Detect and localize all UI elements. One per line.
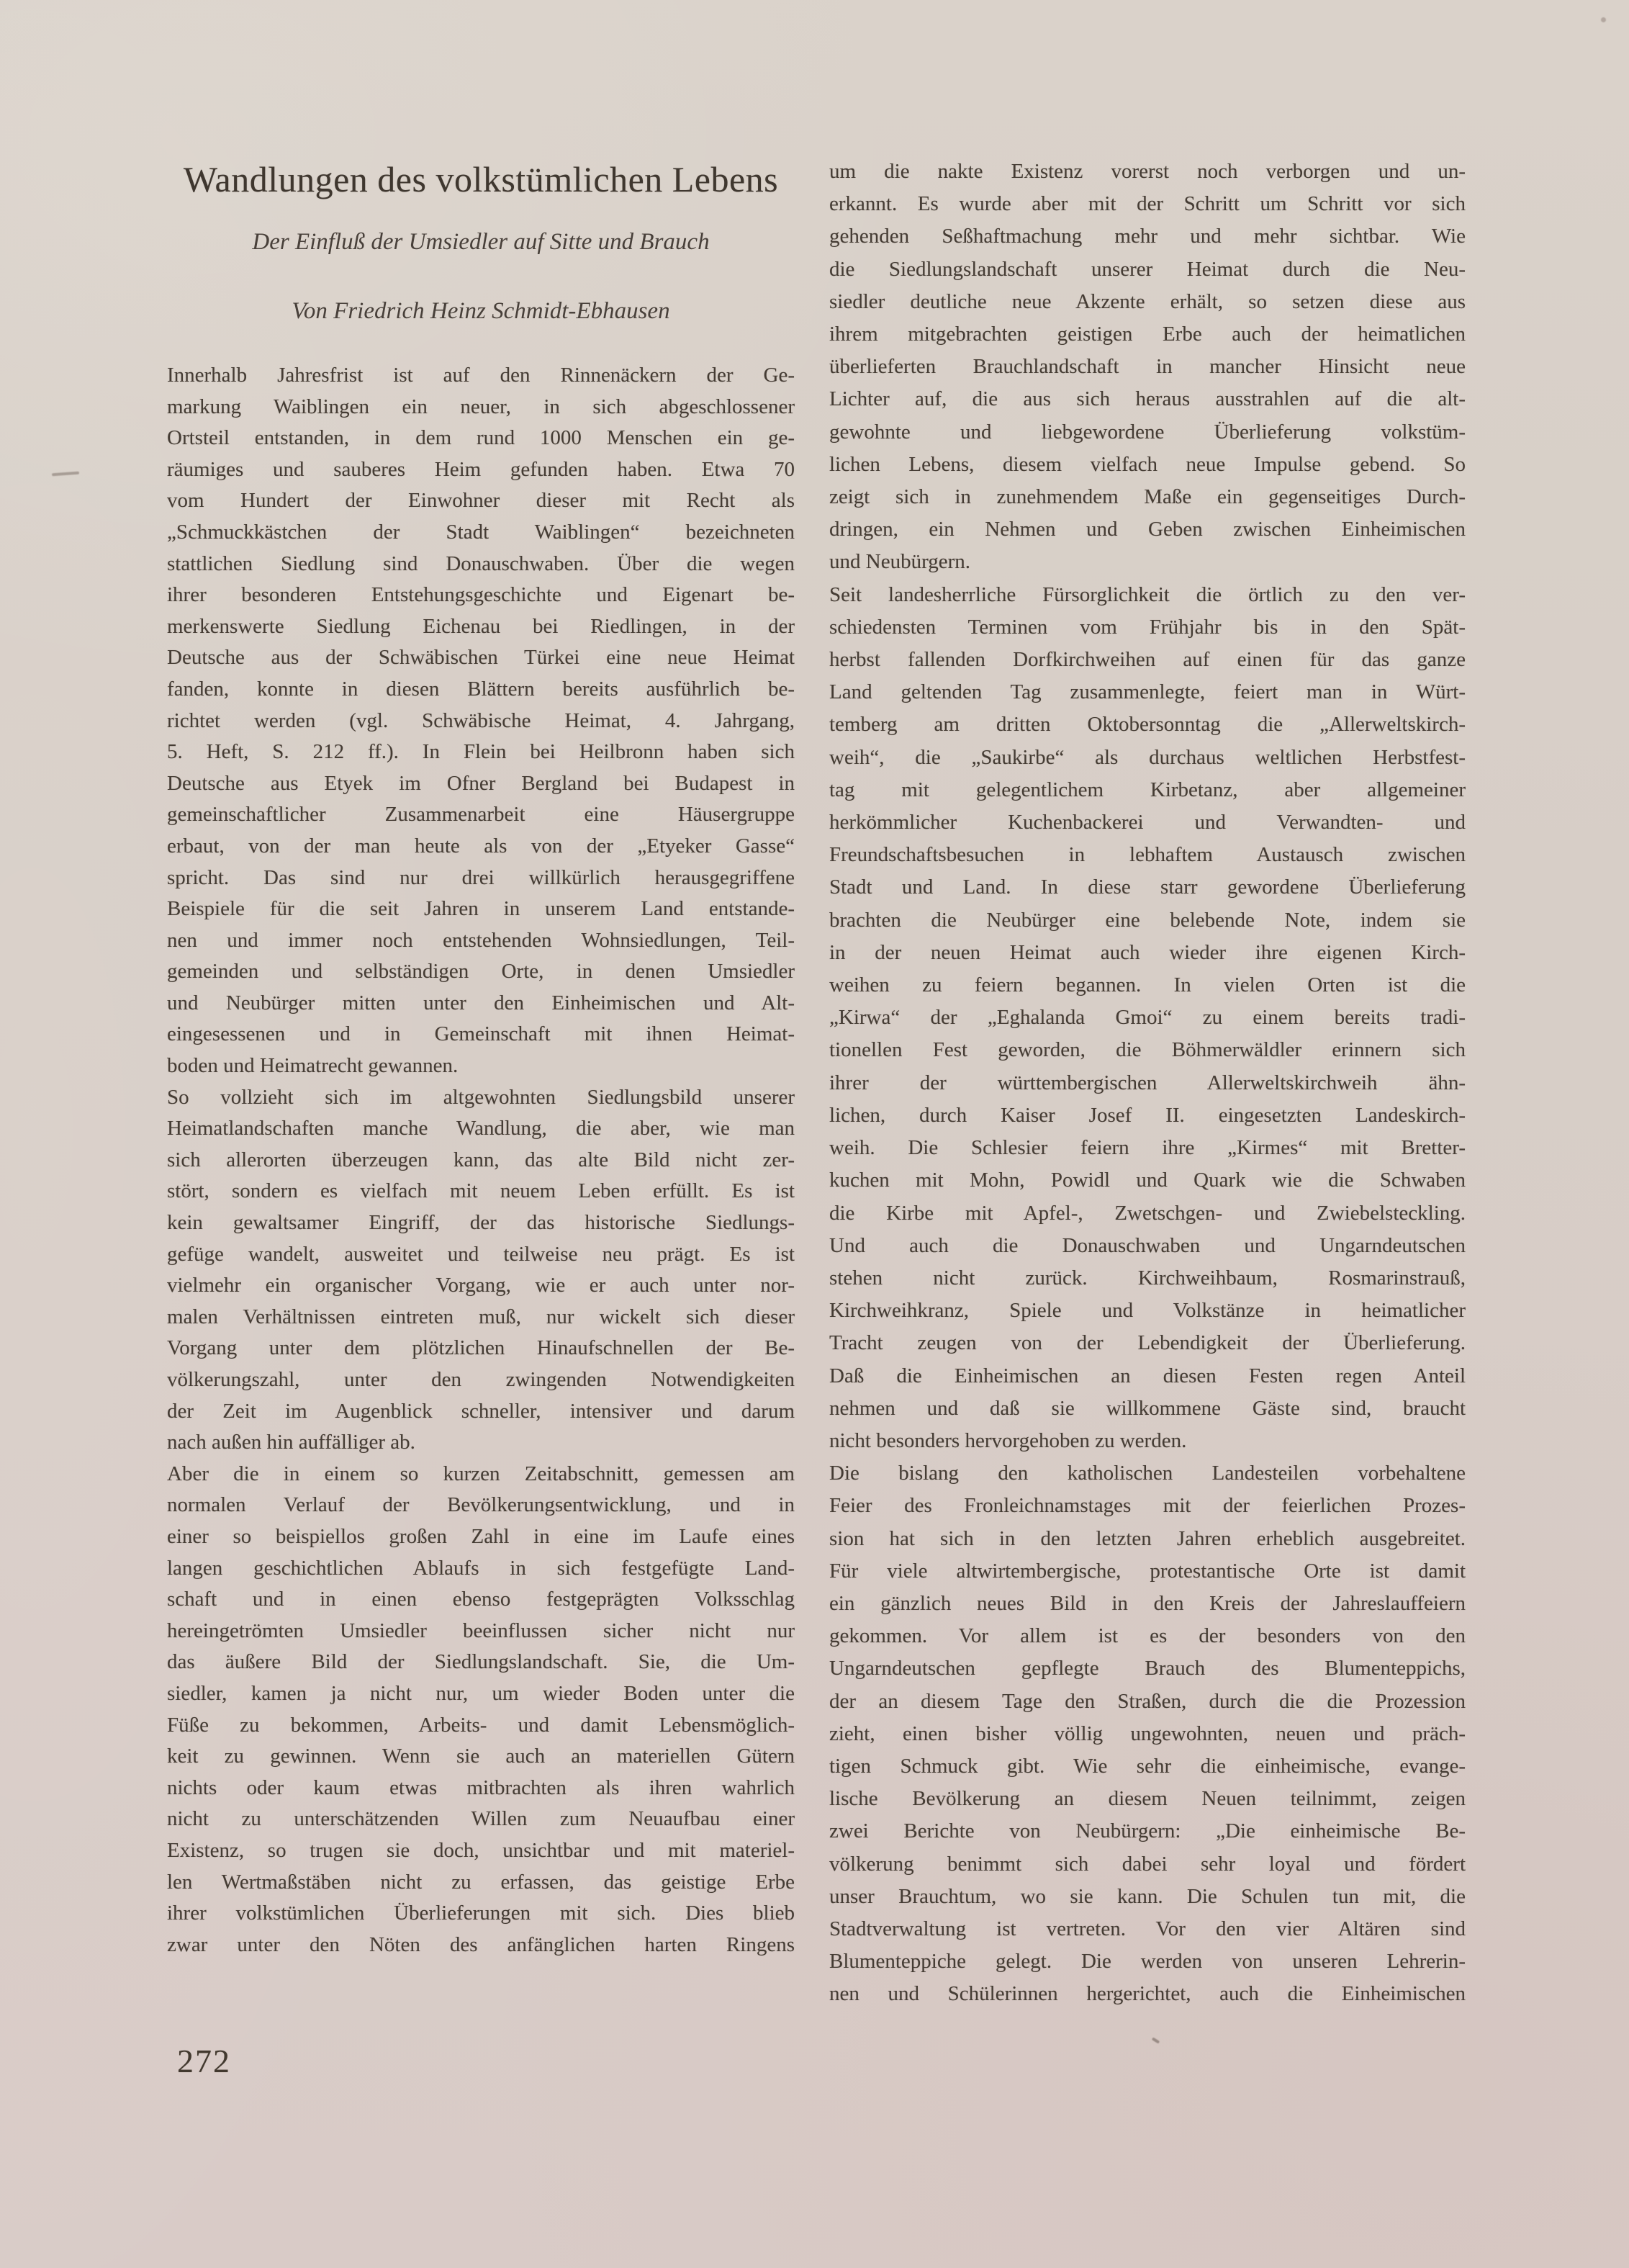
text-line: nicht besonders hervorgehoben zu werden. bbox=[829, 1428, 1187, 1452]
text-line: ihrer der württembergischen Allerweltskirchweih ähn- bbox=[829, 1071, 1466, 1094]
text-line: Beispiele für die seit Jahren in unserem Land entstande- bbox=[167, 897, 795, 921]
text-line: unser Brauchtum, wo sie kann. Die Schulen tun mit, die bbox=[829, 1884, 1466, 1908]
text-line: Stadt und Land. In diese starr gewordene Überlieferung bbox=[829, 876, 1466, 899]
text-line: Deutsche aus Etyek im Ofner Bergland bei Budapest in bbox=[167, 771, 795, 795]
article-subtitle: Der Einfluß der Umsiedler auf Sitte und Brauch bbox=[252, 229, 710, 255]
text-line: nehmen und daß sie willkommene Gäste sind, braucht bbox=[829, 1396, 1466, 1420]
text-line: nicht zu unterschätzenden Willen zum Neuaufbau einer bbox=[167, 1807, 795, 1831]
text-line: gehenden Seßhaftmachung mehr und mehr sichtbar. Wie bbox=[829, 225, 1466, 248]
text-line: und Neubürgern. bbox=[829, 550, 970, 574]
text-line: die Siedlungslandschaft unserer Heimat durch die Neu- bbox=[829, 257, 1466, 281]
text-line: siedler deutliche neue Akzente erhält, so setzen diese aus bbox=[829, 289, 1466, 313]
text-line: Stadtverwaltung ist vertreten. Vor den vier Altären sind bbox=[829, 1917, 1466, 1940]
text-line: Für viele altwirtembergische, protestantische Orte ist damit bbox=[829, 1559, 1466, 1583]
text-line: merkenswerte Siedlung Eichenau bei Riedlingen, in der bbox=[167, 614, 795, 638]
text-line: zeigt sich in zunehmendem Maße ein gegenseitiges Durch- bbox=[829, 485, 1466, 509]
text-line: fanden, konnte in diesen Blättern bereits ausführlich be- bbox=[167, 677, 795, 701]
text-line: Kirchweihkranz, Spiele und Volkstänze in heimatlicher bbox=[829, 1299, 1466, 1323]
text-line: stehen nicht zurück. Kirchweihbaum, Rosmarinstrauß, bbox=[829, 1266, 1466, 1290]
text-line: Ortsteil entstanden, in dem rund 1000 Menschen ein ge- bbox=[167, 426, 795, 450]
text-line: Deutsche aus der Schwäbischen Türkei eine neue Heimat bbox=[167, 646, 795, 670]
text-line: die Kirbe mit Apfel-, Zwetschgen- und Zwiebelsteckling. bbox=[829, 1201, 1466, 1225]
text-line: hereingetrömten Umsiedler beeinflussen sicher nicht nur bbox=[167, 1619, 795, 1642]
text-line: erkannt. Es wurde aber mit der Schritt um Schritt vor sich bbox=[829, 192, 1466, 216]
text-line: herbst fallenden Dorfkirchweihen auf einen für das ganze bbox=[829, 648, 1466, 672]
text-line: tigen Schmuck gibt. Wie sehr die einheimische, evange- bbox=[829, 1754, 1466, 1778]
text-line: normalen Verlauf der Bevölkerungsentwicklung, und in bbox=[167, 1493, 795, 1517]
article-headline bbox=[167, 157, 795, 327]
text-line: langen geschichtlichen Ablaufs in sich festgefügte Land- bbox=[167, 1556, 795, 1580]
text-line: überlieferten Brauchlandschaft in mancher Hinsicht neue bbox=[829, 355, 1466, 379]
scan-dot-mark bbox=[1601, 17, 1606, 22]
text-line: spricht. Das sind nur drei willkürlich herausgegriffene bbox=[167, 865, 795, 889]
text-line: markung Waiblingen ein neuer, in sich abgeschlossener bbox=[167, 395, 795, 418]
text-line: lichen, durch Kaiser Josef II. eingesetzten Landeskirch- bbox=[829, 1103, 1466, 1127]
text-line: nen und immer noch entstehenden Wohnsiedlungen, Teil- bbox=[167, 928, 795, 952]
text-line: ihrer volkstümlichen Überlieferungen mit sich. Dies blieb bbox=[167, 1902, 795, 1925]
text-line: räumiges und sauberes Heim gefunden haben. Etwa 70 bbox=[167, 457, 795, 481]
paragraph bbox=[829, 579, 1466, 1457]
text-line: Freundschaftsbesuchen in lebhaftem Austausch zwischen bbox=[829, 843, 1466, 867]
text-line: vom Hundert der Einwohner dieser mit Recht als bbox=[167, 489, 795, 513]
text-line: zieht, einen bisher völlig ungewohnten, neuen und präch- bbox=[829, 1722, 1466, 1745]
text-line: kuchen mit Mohn, Powidl und Quark wie die Schwaben bbox=[829, 1169, 1466, 1192]
right-column bbox=[829, 156, 1466, 2011]
text-line: Füße zu bekommen, Arbeits- und damit Lebensmöglich- bbox=[167, 1713, 795, 1737]
text-line: gemeinden und selbständigen Orte, in denen Umsiedler bbox=[167, 960, 795, 984]
text-line: schiedensten Terminen vom Frühjahr bis in den Spät- bbox=[829, 615, 1466, 639]
text-line: Tracht zeugen von der Lebendigkeit der Überlieferung. bbox=[829, 1331, 1466, 1355]
text-line: Innerhalb Jahresfrist ist auf den Rinnenäckern der Ge- bbox=[167, 364, 795, 387]
text-line: So vollzieht sich im altgewohnten Siedlungsbild unserer bbox=[167, 1085, 795, 1109]
text-line: ihrer besonderen Entstehungsgeschichte und Eigenart be- bbox=[167, 583, 795, 607]
text-line: das äußere Bild der Siedlungslandschaft. Sie, die Um- bbox=[167, 1650, 795, 1674]
text-line: völkerung benimmt sich dabei sehr loyal und fördert bbox=[829, 1852, 1466, 1876]
text-line: und Neubürger mitten unter den Einheimischen und Alt- bbox=[167, 991, 795, 1014]
text-line: herkömmlicher Kuchenbackerei und Verwandten- und bbox=[829, 811, 1466, 834]
text-line: len Wertmaßstäben nicht zu erfassen, das geistige Erbe bbox=[167, 1870, 795, 1894]
text-line: zwar unter den Nöten des anfänglichen harten Ringens bbox=[167, 1932, 795, 1956]
right-column-body bbox=[829, 156, 1466, 2011]
text-line: ihrem mitgebrachten geistigen Erbe auch der heimatlichen bbox=[829, 323, 1466, 346]
text-line: Und auch die Donauschwaben und Ungarndeutschen bbox=[829, 1233, 1466, 1257]
text-line: Heimatlandschaften manche Wandlung, die aber, wie man bbox=[167, 1117, 795, 1140]
paragraph bbox=[167, 1459, 795, 1961]
text-line: in der neuen Heimat auch wieder ihre eigenen Kirch- bbox=[829, 940, 1466, 964]
text-line: weihen zu feiern begannen. In vielen Orten ist die bbox=[829, 973, 1466, 997]
page-number: 272 bbox=[177, 2043, 231, 2079]
text-line: zwei Berichte von Neubürgern: „Die einheimische Be- bbox=[829, 1819, 1466, 1843]
text-line: völkerungszahl, unter den zwingenden Notwendigkeiten bbox=[167, 1368, 795, 1391]
text-line: richtet werden (vgl. Schwäbische Heimat, 4. Jahrgang, bbox=[167, 708, 795, 732]
text-line: stattlichen Siedlung sind Donauschwaben. Über die wegen bbox=[167, 552, 795, 575]
text-line: Die bislang den katholischen Landesteilen vorbehaltene bbox=[829, 1462, 1466, 1485]
text-line: nichts oder kaum etwas mitbrachten als ihren wahrlich bbox=[167, 1776, 795, 1799]
text-line: ein gänzlich neues Bild in den Kreis der Jahreslauffeiern bbox=[829, 1591, 1466, 1615]
text-line: keit zu gewinnen. Wenn sie auch an materiellen Gütern bbox=[167, 1745, 795, 1768]
article-title: Wandlungen des volkstümlichen Lebens bbox=[183, 159, 779, 199]
text-line: siedler, kamen ja nicht nur, um wieder Boden unter die bbox=[167, 1681, 795, 1705]
text-line: Land geltenden Tag zusammenlegte, feiert man in Würt- bbox=[829, 680, 1466, 704]
left-column-body bbox=[167, 360, 795, 1961]
text-line: Seit landesherrliche Fürsorglichkeit die örtlich zu den ver- bbox=[829, 582, 1466, 606]
text-line: vielmehr ein organischer Vorgang, wie er auch unter nor- bbox=[167, 1274, 795, 1297]
paragraph bbox=[829, 1457, 1466, 2010]
text-line: nach außen hin auffälliger ab. bbox=[167, 1431, 415, 1454]
scan-speck-mark bbox=[1152, 2037, 1160, 2043]
text-line: lichen Lebens, diesem vielfach neue Impulse gebend. So bbox=[829, 452, 1466, 476]
text-line: Blumenteppiche gelegt. Die werden von unseren Lehrerin- bbox=[829, 1950, 1466, 1974]
text-line: lische Bevölkerung an diesem Neuen teilnimmt, zeigen bbox=[829, 1787, 1466, 1811]
text-line: weih. Die Schlesier feiern ihre „Kirmes“ mit Bretter- bbox=[829, 1136, 1466, 1160]
article-byline: Von Friedrich Heinz Schmidt-Ebhausen bbox=[292, 298, 670, 324]
text-line: sich allerorten überzeugen kann, das alte Bild nicht zer- bbox=[167, 1148, 795, 1171]
paragraph bbox=[167, 1082, 795, 1459]
text-line: tionellen Fest geworden, die Böhmerwäldler erinnern sich bbox=[829, 1038, 1466, 1062]
paragraph bbox=[167, 360, 795, 1082]
text-line: nen und Schülerinnen hergerichtet, auch die Einheimischen bbox=[829, 1982, 1466, 2006]
text-line: Aber die in einem so kurzen Zeitabschnitt, gemessen am bbox=[167, 1462, 795, 1485]
text-line: Lichter auf, die aus sich heraus ausstrahlen auf die alt- bbox=[829, 387, 1466, 411]
text-line: boden und Heimatrecht gewannen. bbox=[167, 1054, 459, 1078]
text-line: schaft und in einen ebenso festgeprägten Volksschlag bbox=[167, 1588, 795, 1611]
text-line: gewohnte und liebgewordene Überlieferung volkstüm- bbox=[829, 420, 1466, 444]
text-line: 5. Heft, S. 212 ff.). In Flein bei Heilbronn haben sich bbox=[167, 740, 795, 764]
text-line: brachten die Neubürger eine belebende Note, indem sie bbox=[829, 908, 1466, 932]
text-line: „Schmuckkästchen der Stadt Waiblingen“ bezeichneten bbox=[167, 520, 795, 544]
text-line: der Zeit im Augenblick schneller, intensiver und darum bbox=[167, 1399, 795, 1423]
left-column bbox=[167, 157, 795, 1961]
text-line: gekommen. Vor allem ist es der besonders von den bbox=[829, 1624, 1466, 1648]
text-line: gefüge wandelt, ausweitet und teilweise neu prägt. Es ist bbox=[167, 1242, 795, 1266]
text-line: Vorgang unter dem plötzlichen Hinaufschnellen der Be- bbox=[167, 1336, 795, 1360]
paragraph bbox=[829, 156, 1466, 579]
text-line: sion hat sich in den letzten Jahren erheblich ausgebreitet. bbox=[829, 1526, 1466, 1550]
text-line: Daß die Einheimischen an diesen Festen regen Anteil bbox=[829, 1364, 1466, 1387]
text-line: einer so beispiellos großen Zahl in eine im Laufe eines bbox=[167, 1524, 795, 1548]
text-line: gemeinschaftlicher Zusammenarbeit eine Häusergruppe bbox=[167, 803, 795, 827]
text-line: dringen, ein Nehmen und Geben zwischen Einheimischen bbox=[829, 518, 1466, 541]
text-line: der an diesem Tage den Straßen, durch die die Prozession bbox=[829, 1689, 1466, 1713]
text-line: tag mit gelegentlichem Kirbetanz, aber allgemeiner bbox=[829, 778, 1466, 801]
text-line: um die nakte Existenz vorerst noch verborgen und un- bbox=[829, 160, 1466, 183]
text-line: Feier des Fronleichnamstages mit der feierlichen Prozes- bbox=[829, 1494, 1466, 1518]
text-line: weih“, die „Saukirbe“ als durchaus weltlichen Herbstfest- bbox=[829, 745, 1466, 769]
text-line: Existenz, so trugen sie doch, unsichtbar und mit materiel- bbox=[167, 1838, 795, 1862]
text-line: „Kirwa“ der „Eghalanda Gmoi“ zu einem bereits tradi- bbox=[829, 1006, 1466, 1030]
text-line: eingesessenen und in Gemeinschaft mit ihnen Heimat- bbox=[167, 1022, 795, 1046]
text-line: stört, sondern es vielfach mit neuem Leben erfüllt. Es ist bbox=[167, 1179, 795, 1203]
text-line: malen Verhältnissen eintreten muß, nur wickelt sich dieser bbox=[167, 1305, 795, 1328]
text-line: Ungarndeutschen gepflegte Brauch des Blumenteppichs, bbox=[829, 1657, 1466, 1680]
text-line: temberg am dritten Oktobersonntag die „Allerweltskirch- bbox=[829, 713, 1466, 737]
text-line: kein gewaltsamer Eingriff, der das historische Siedlungs- bbox=[167, 1211, 795, 1235]
scan-smudge-dash-mark bbox=[52, 472, 79, 477]
text-line: erbaut, von der man heute als von der „Etyeker Gasse“ bbox=[167, 834, 795, 858]
